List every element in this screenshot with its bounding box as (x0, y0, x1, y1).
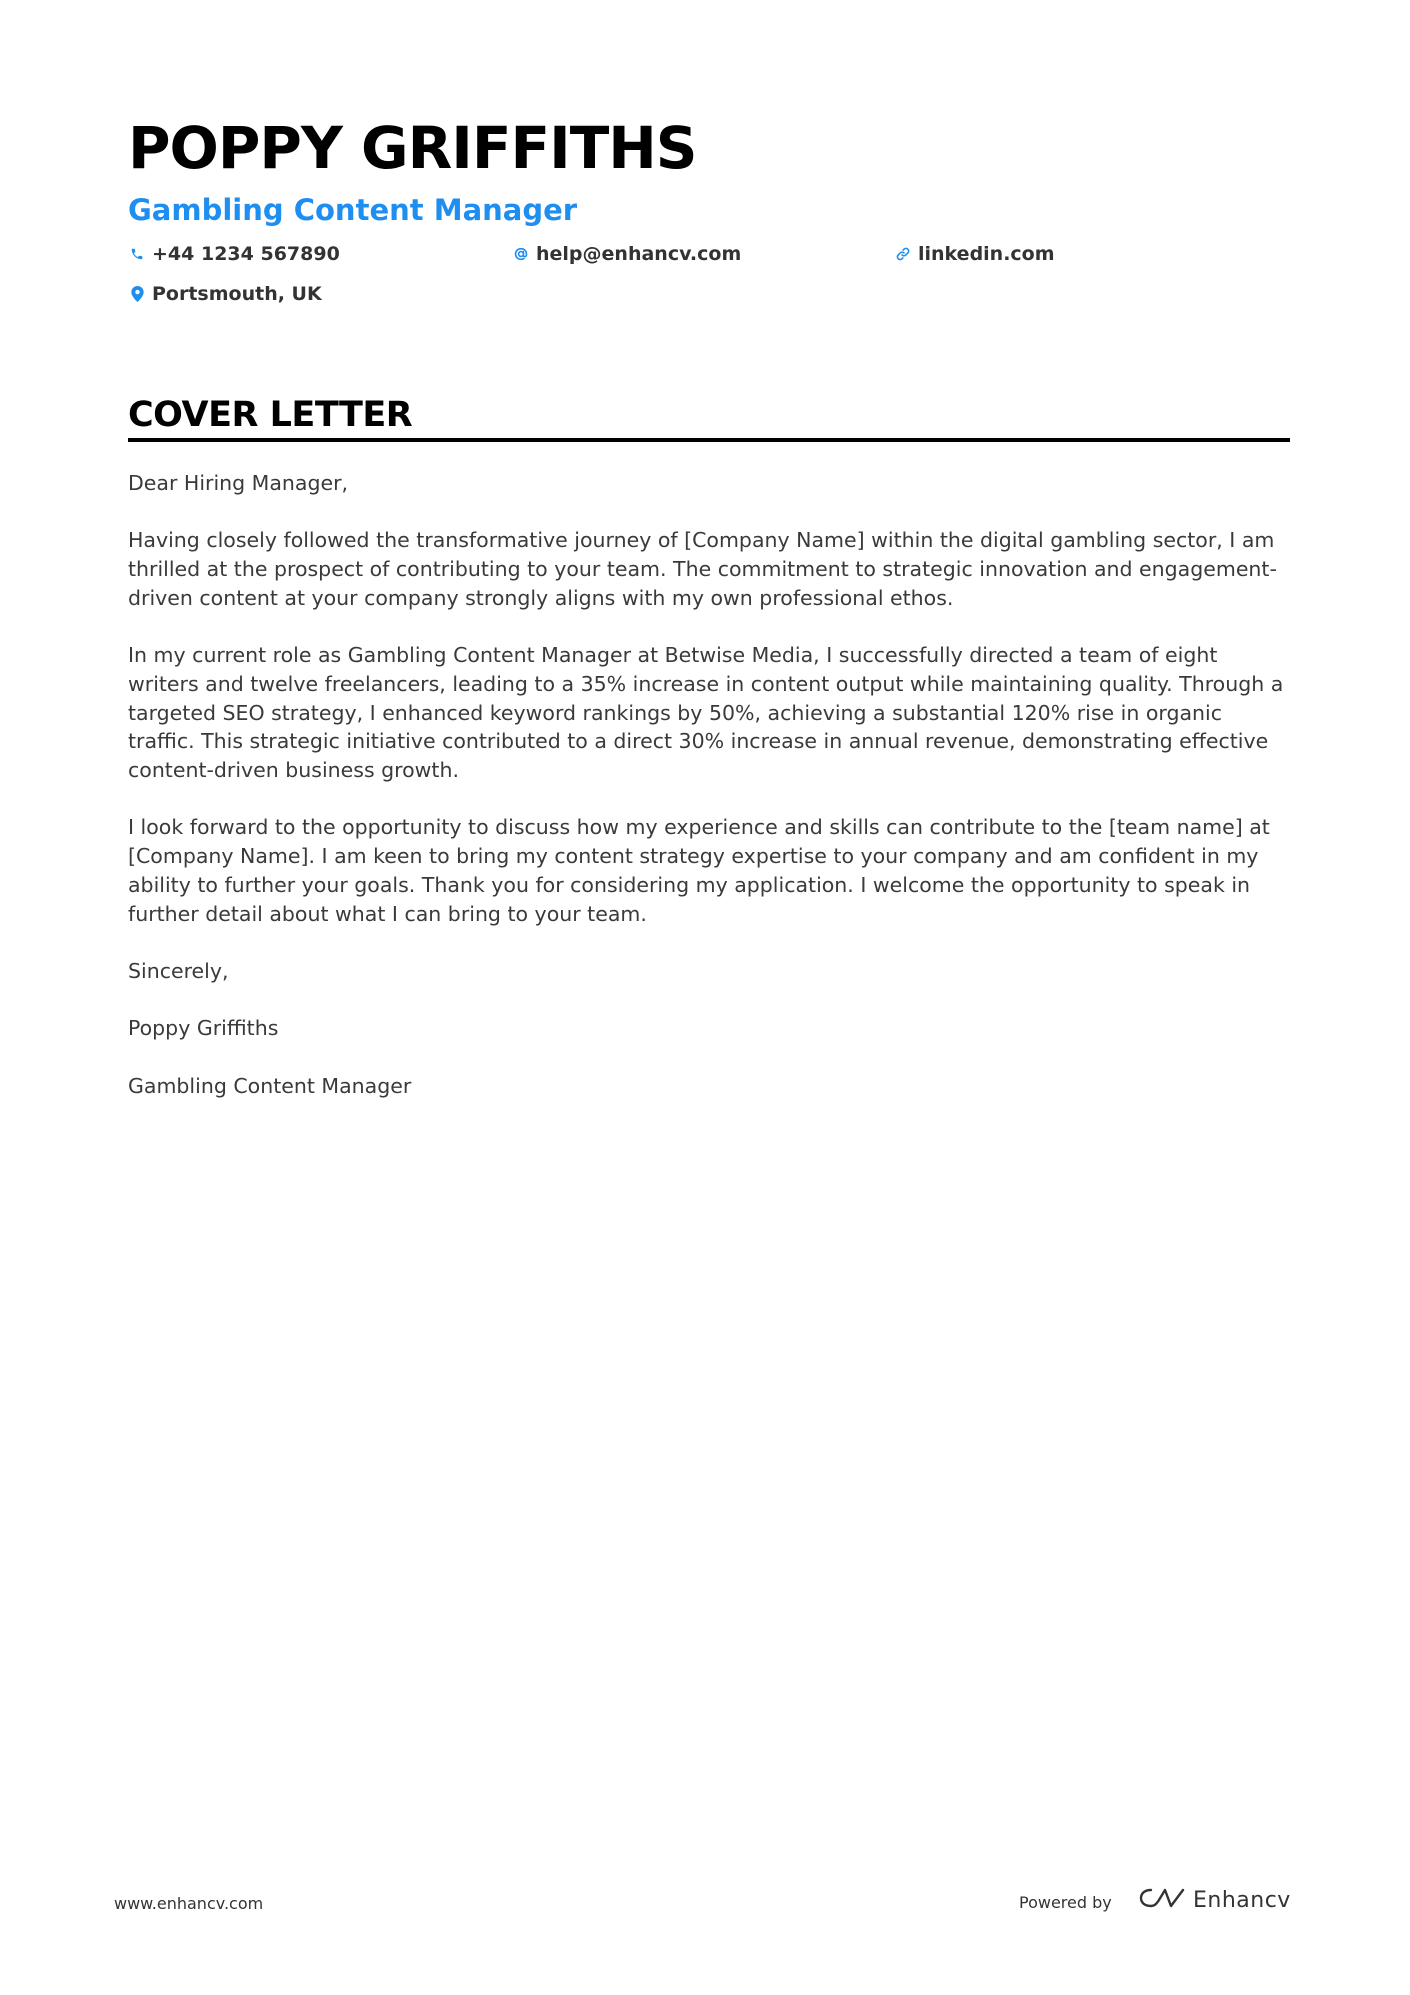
contact-phone (128, 240, 340, 268)
footer-brand-logo[interactable] (1139, 1886, 1291, 1915)
letter-body (128, 469, 1290, 1129)
signature-title: Gambling Content Manager (128, 1073, 412, 1098)
footer-brand-name: Enhancv (1193, 1888, 1291, 1913)
footer-website-link[interactable]: www.enhancv.com (114, 1894, 264, 1913)
letter-paragraph: In my current role as Gambling Content Manager at Betwise Media, I successfully directed a team of eight writers and twelve freelancers, leading to a 35% increase in content output while maintaining quality. Through a targeted SEO strategy, I enhanced keyword rankings by 50%, achieving a substantial 120% rise in organic traffic. This strategic initiative contributed to a direct 30% increase in annual revenue, demonstrating effective content-driven business growth. (128, 643, 1284, 782)
candidate-job-title: Gambling Content Manager (128, 193, 578, 227)
linkedin-text: linkedin.com (918, 243, 1055, 265)
phone-text: +44 1234 567890 (152, 243, 340, 265)
signature-name: Poppy Griffiths (128, 1016, 279, 1041)
footer-powered-by: Powered by (1019, 1893, 1112, 1912)
at-icon (512, 245, 530, 263)
map-pin-icon (128, 285, 146, 303)
contact-linkedin[interactable] (894, 240, 1055, 268)
section-title: COVER LETTER (128, 395, 413, 435)
contact-email[interactable] (512, 240, 741, 268)
enhancv-logo-icon (1139, 1886, 1185, 1915)
phone-icon (128, 245, 146, 263)
contact-location (128, 280, 322, 308)
letter-paragraph: Having closely followed the transformative journey of [Company Name] within the digital gambling sector, I am thrilled at the prospect of contributing to your team. The commitment to strategic innovation and engagement-driven content at your company strongly aligns with my own professional ethos. (128, 528, 1277, 610)
letter-paragraph: I look forward to the opportunity to discuss how my experience and skills can contribute to the [team name] at [Company Name]. I am keen to bring my content strategy expertise to your company and am confident in my ability to further your goals. Thank you for considering my application. I welcome the opportunity to speak in further detail about what I can bring to your team. (128, 815, 1270, 926)
letter-closing: Sincerely, (128, 958, 229, 983)
letter-greeting: Dear Hiring Manager, (128, 471, 349, 495)
section-divider (128, 438, 1290, 442)
link-icon (894, 245, 912, 263)
location-text: Portsmouth, UK (152, 283, 322, 305)
email-text: help@enhancv.com (536, 243, 742, 265)
candidate-name: POPPY GRIFFITHS (128, 114, 697, 182)
